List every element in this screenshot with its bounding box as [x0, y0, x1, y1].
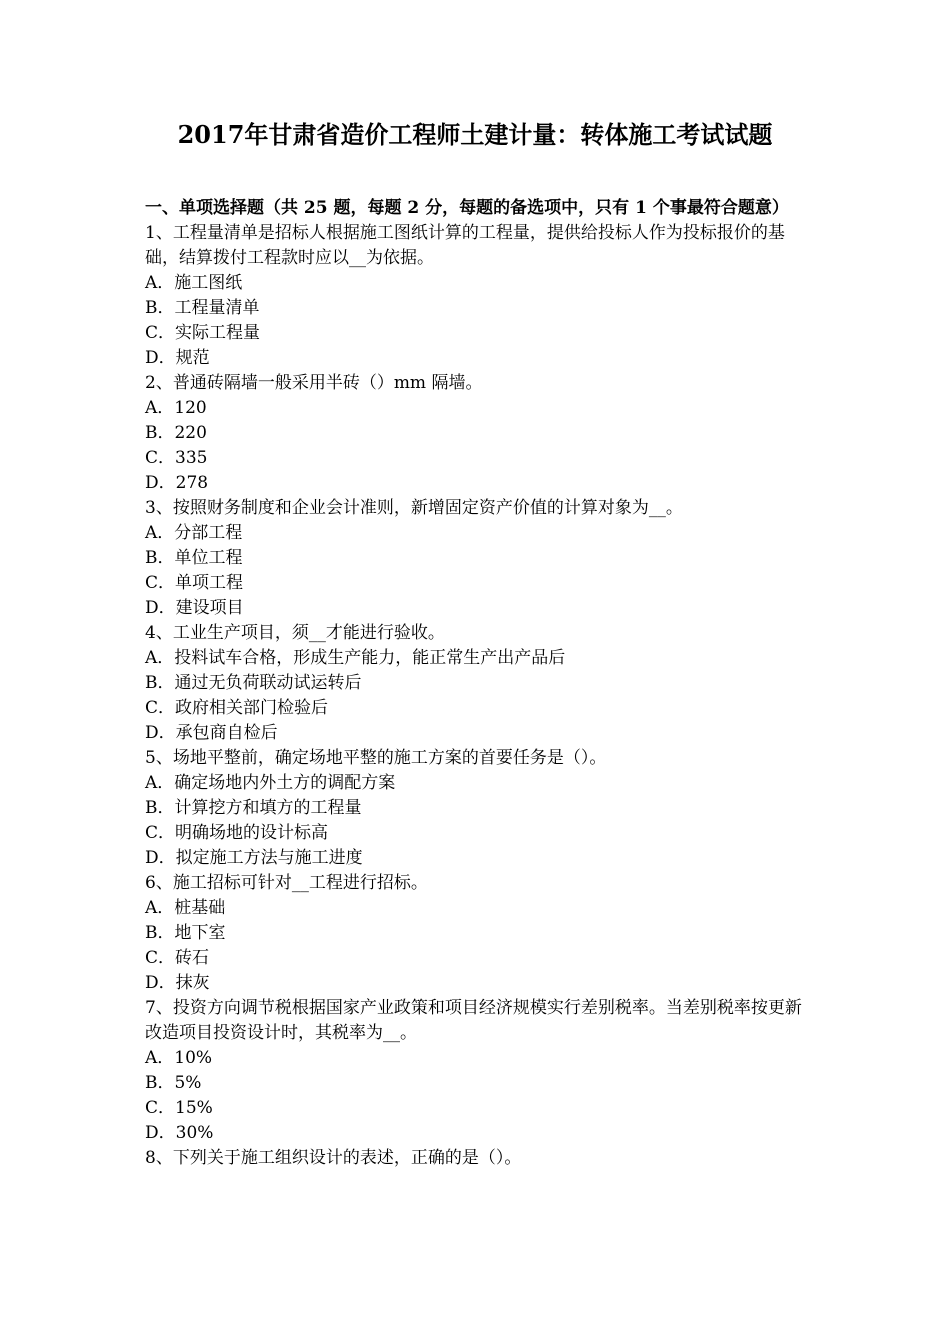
option-a: A．确定场地内外土方的调配方案 [145, 773, 396, 793]
document-title: 2017年甘肃省造价工程师土建计量：转体施工考试试题 [177, 120, 773, 149]
option-b: B．工程量清单 [145, 298, 260, 318]
question-3 [145, 496, 810, 621]
option-c: C．单项工程 [145, 573, 244, 593]
option-list [145, 771, 810, 871]
option-b: B．通过无负荷联动试运转后 [145, 673, 362, 693]
question-5 [145, 746, 810, 871]
option-a: A．投料试车合格，形成生产能力，能正常生产出产品后 [145, 648, 566, 668]
option-b: B．5% [145, 1073, 202, 1093]
option-c: C．335 [145, 448, 208, 468]
option-b: B．220 [145, 423, 207, 443]
option-b: B．单位工程 [145, 548, 243, 568]
question-4 [145, 621, 810, 746]
option-a: A．10% [145, 1048, 213, 1068]
option-c: C．政府相关部门检验后 [145, 698, 329, 718]
question-text: 8、下列关于施工组织设计的表述，正确的是（）。 [145, 1148, 522, 1168]
option-d: D．278 [145, 473, 209, 493]
option-a: A．桩基础 [145, 898, 226, 918]
option-a: A．施工图纸 [145, 273, 243, 293]
option-d: D．30% [145, 1123, 214, 1143]
question-text: 6、施工招标可针对__工程进行招标。 [145, 873, 428, 893]
option-d: D．承包商自检后 [145, 723, 278, 743]
option-d: D．建设项目 [145, 598, 244, 618]
option-list [145, 396, 810, 496]
option-d: D．抹灰 [145, 973, 210, 993]
option-a: A．分部工程 [145, 523, 243, 543]
option-list [145, 1046, 810, 1146]
option-list [145, 521, 810, 621]
question-text: 5、场地平整前，确定场地平整的施工方案的首要任务是（）。 [145, 748, 607, 768]
question-text: 2、普通砖隔墙一般采用半砖（）mm 隔墙。 [145, 373, 483, 393]
option-b: B．地下室 [145, 923, 226, 943]
section-header: 一、单项选择题（共 25 题，每题 2 分，每题的备选项中，只有 1 个事最符合题意） [145, 198, 789, 218]
question-2 [145, 371, 810, 496]
question-text: 7、投资方向调节税根据国家产业政策和项目经济规模实行差别税率。当差别税率按更新改造项目投资设计时，其税率为__。 [145, 998, 802, 1043]
option-list [145, 896, 810, 996]
option-c: C．砖石 [145, 948, 210, 968]
question-1 [145, 221, 810, 371]
option-c: C．15% [145, 1098, 213, 1118]
option-list [145, 646, 810, 746]
question-6 [145, 871, 810, 996]
option-b: B．计算挖方和填方的工程量 [145, 798, 362, 818]
option-a: A．120 [145, 398, 207, 418]
option-list [145, 271, 810, 371]
option-d: D．规范 [145, 348, 210, 368]
question-8 [145, 1146, 810, 1171]
question-text: 4、工业生产项目，须__才能进行验收。 [145, 623, 445, 643]
question-text: 3、按照财务制度和企业会计准则，新增固定资产价值的计算对象为__。 [145, 498, 683, 518]
option-c: C．实际工程量 [145, 323, 261, 343]
option-c: C．明确场地的设计标高 [145, 823, 329, 843]
question-7 [145, 996, 810, 1146]
question-text: 1、工程量清单是招标人根据施工图纸计算的工程量，提供给投标人作为投标报价的基础，结算拨付工程款时应以__为依据。 [145, 223, 785, 268]
document-body [145, 196, 810, 1171]
option-d: D．拟定施工方法与施工进度 [145, 848, 363, 868]
